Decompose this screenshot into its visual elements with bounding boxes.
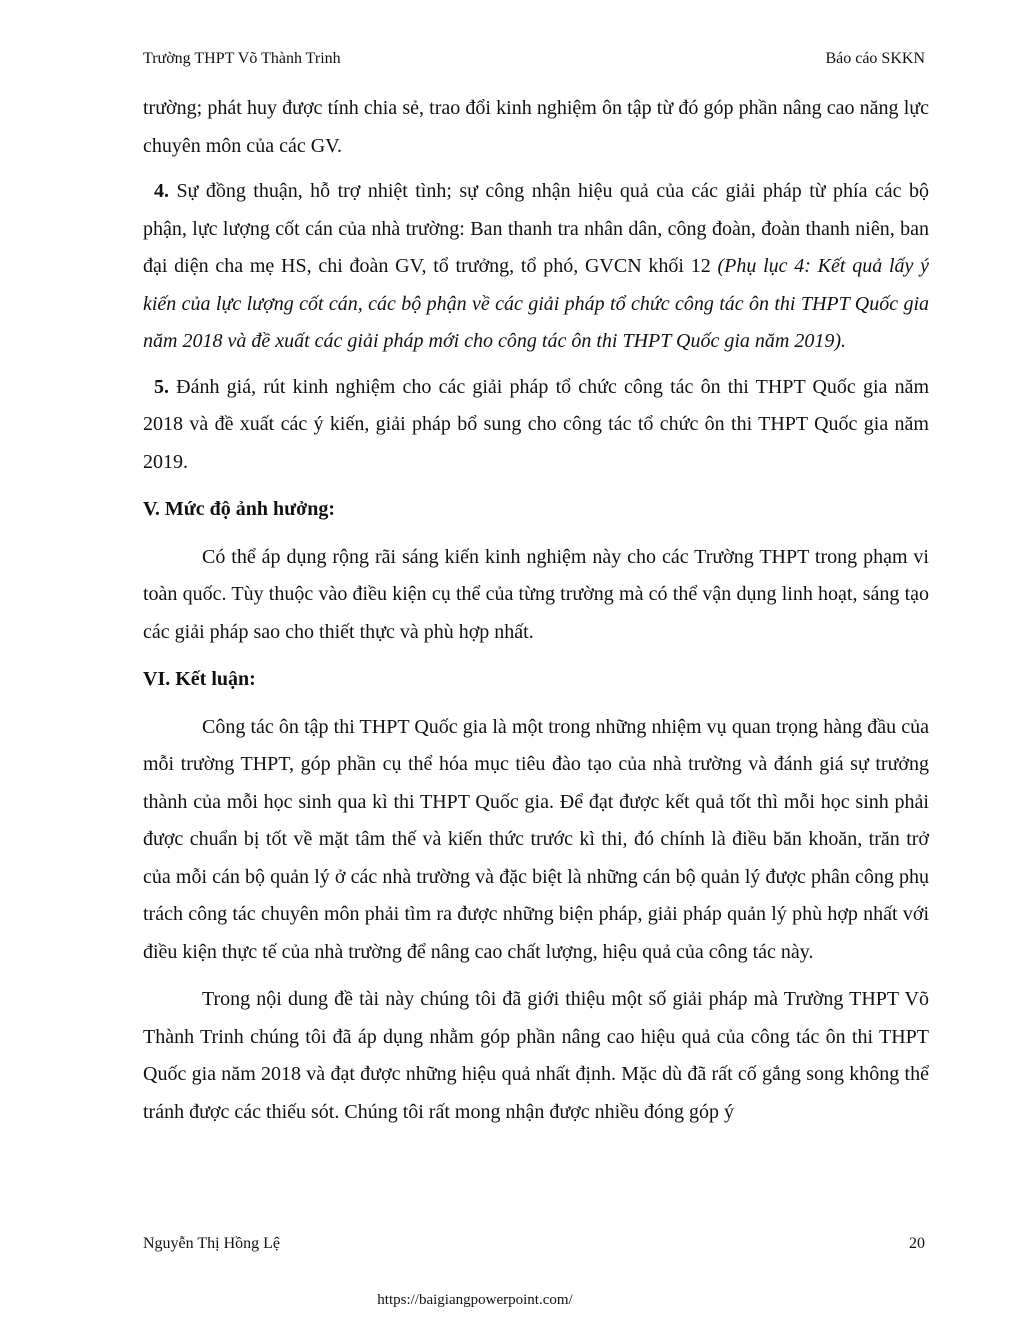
section-heading-impact: V. Mức độ ảnh hưởng: <box>143 498 335 520</box>
conclusion-paragraph-2: Trong nội dung đề tài này chúng tôi đã giới thiệu một số giải pháp mà Trường THPT Võ Thành Trinh chúng tôi đã áp dụng nhằm góp phần nâng cao hiệu quả của công tác ôn thi THPT Quốc gia năm 2018 và đạt được những hiệu quả nhất định. Mặc dù đã rất cố gắng song không thể tránh được các thiếu sót. Chúng tôi rất mong nhận được nhiều đóng góp ý <box>143 988 929 1123</box>
list-item-4 <box>143 173 929 361</box>
section-heading-conclusion: VI. Kết luận: <box>143 668 256 690</box>
section-impact-paragraph: Có thể áp dụng rộng rãi sáng kiến kinh nghiệm này cho các Trường THPT trong phạm vi toàn quốc. Tùy thuộc vào điều kiện cụ thể của từng trường mà có thể vận dụng linh hoạt, sáng tạo các giải pháp sao cho thiết thực và phù hợp nhất. <box>143 545 929 643</box>
page-header <box>143 48 925 70</box>
source-url: https://baigiangpowerpoint.com/ <box>377 1292 573 1308</box>
header-report-title: Báo cáo SKKN <box>825 50 925 67</box>
item-5-text: Đánh giá, rút kinh nghiệm cho các giải pháp tổ chức công tác ôn thi THPT Quốc gia năm 2018 và đề xuất các ý kiến, giải pháp bổ sung cho công tác tổ chức ôn thi THPT Quốc gia năm 2019. <box>143 375 929 473</box>
document-body <box>143 90 929 1131</box>
header-school-name: Trường THPT Võ Thành Trinh <box>143 50 341 67</box>
item-4-appendix-note: (Phụ lục 4: Kết quả lấy ý kiến của lực lượng cốt cán, các bộ phận về các giải pháp tổ chức công tác ôn thi THPT Quốc gia năm 2018 và đề xuất các giải pháp mới cho công tác ôn thi THPT Quốc gia năm 2019). <box>143 255 929 352</box>
list-item-5 <box>143 369 929 482</box>
item-5-number: 5. <box>154 375 169 398</box>
item-4-number: 4. <box>154 180 169 202</box>
page-number: 20 <box>909 1235 925 1252</box>
footer-author: Nguyễn Thị Hồng Lệ <box>143 1235 281 1252</box>
item-4-text: Sự đồng thuận, hỗ trợ nhiệt tình; sự công nhận hiệu quả của các giải pháp từ phía các bộ phận, lực lượng cốt cán của nhà trường: Ban thanh tra nhân dân, công đoàn, đoàn thanh niên, ban đại diện cha mẹ HS, chi đoàn GV, tổ trưởng, tổ phó, GVCN khối 12 <box>143 180 929 277</box>
paragraph-continuation: trường; phát huy được tính chia sẻ, trao đổi kinh nghiệm ôn tập từ đó góp phần nâng cao năng lực chuyên môn của các GV. <box>143 97 929 157</box>
page-footer <box>143 1233 925 1255</box>
conclusion-paragraph-1: Công tác ôn tập thi THPT Quốc gia là một trong những nhiệm vụ quan trọng hàng đầu của mỗi trường THPT, góp phần cụ thể hóa mục tiêu đào tạo của nhà trường và đánh giá sự trưởng thành của mỗi học sinh qua kì thi THPT Quốc gia. Để đạt được kết quả tốt thì mỗi học sinh phải được chuẩn bị tốt về mặt tâm thế và kiến thức trước kì thi, đó chính là điều băn khoăn, trăn trở của mỗi cán bộ quản lý ở các nhà trường và đặc biệt là những cán bộ quản lý được phân công phụ trách công tác chuyên môn phải tìm ra được những biện pháp, giải pháp quản lý phù hợp nhất với điều kiện thực tế của nhà trường để nâng cao chất lượng, hiệu quả của công tác này. <box>143 715 929 963</box>
